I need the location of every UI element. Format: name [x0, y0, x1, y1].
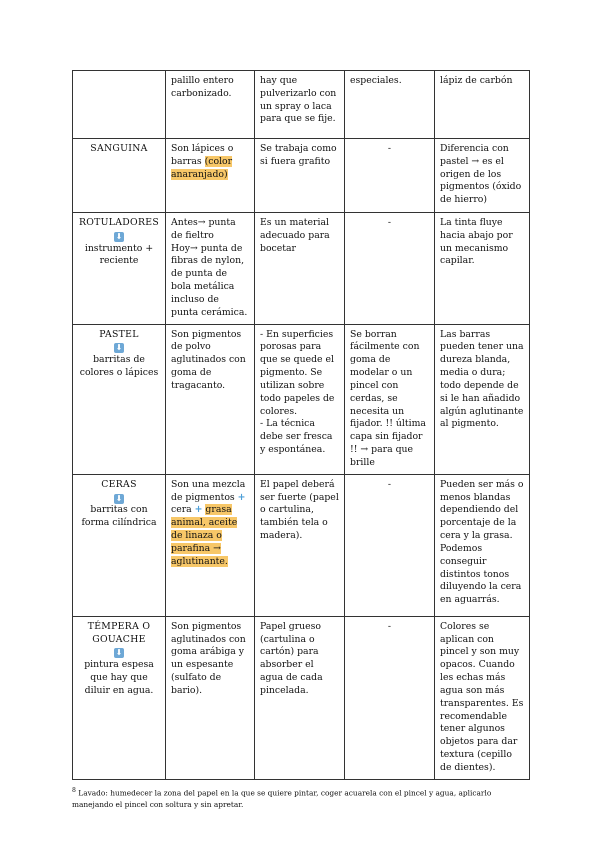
table-row [73, 474, 530, 616]
support-cell: Papel grueso (cartulina o cartón) para absorber el agua de cada pincelada. [255, 616, 345, 779]
highlighted-text: grasa animal, aceite de linaza o parafina → aglutinante. [171, 504, 238, 567]
table-row [73, 71, 530, 139]
technique-cell [73, 324, 166, 474]
footnote [72, 786, 532, 810]
support-cell: hay que pulverizarlo con un spray o laca para que se fije. [255, 71, 345, 139]
table-row [73, 139, 530, 213]
correction-cell: especiales. [345, 71, 435, 139]
correction-cell: - [345, 139, 435, 213]
correction-cell: - [345, 616, 435, 779]
description-cell: Son una mezcla de pigmentos + cera + grasa animal, aceite de linaza o parafina → aglutinante. [166, 474, 255, 616]
technique-name: ROTULADORES [78, 217, 160, 228]
technique-subtitle: instrumento + reciente [84, 242, 154, 267]
description-cell: Son pigmentos aglutinados con goma arábiga y un espesante (sulfato de bario). [166, 616, 255, 779]
techniques-table [72, 70, 530, 780]
technique-name: PASTEL [99, 328, 139, 340]
technique-name: TÉMPERA O GOUACHE [87, 620, 151, 645]
correction-cell: - [345, 213, 435, 325]
description-cell: Son pigmentos de polvo aglutinados con goma de tragacanto. [166, 324, 255, 474]
description-cell: Antes→ punta de fieltro Hoy→ punta de fibras de nylon, de punta de bola metálica incluso de punta cerámica. [166, 213, 255, 325]
technique-name: SANGUINA [90, 143, 148, 154]
technique-cell [73, 71, 166, 139]
notes-cell: Pueden ser más o menos blandas dependiendo del porcentaje de la cera y la grasa. Podemos conseguir distintos tonos diluyendo la cera en aguarrás. [435, 474, 530, 616]
support-cell: Es un material adecuado para bocetar [255, 213, 345, 325]
highlighted-text: (color anaranjado) [171, 155, 233, 180]
table-row [73, 213, 530, 325]
down-arrow-icon: ⬇ [115, 231, 123, 241]
technique-cell [73, 213, 166, 325]
notes-cell: Colores se aplican con pincel y son muy opacos. Cuando les echas más agua son más transparentes. Es recomendable tener algunos objetos para dar textura (cepillo de dientes). [435, 616, 530, 779]
technique-subtitle: barritas con forma cilíndrica [81, 504, 157, 529]
description-cell: Son lápices o barras (color anaranjado) [166, 139, 255, 213]
technique-subtitle: barritas de colores o lápices [79, 354, 159, 379]
technique-cell [73, 474, 166, 616]
notes-cell: lápiz de carbón [435, 71, 530, 139]
footnote-marker: 8 [72, 787, 76, 794]
notes-cell: Las barras pueden tener una dureza blanda, media o dura; todo depende de si le han añadido algún aglutinante al pigmento. [435, 324, 530, 474]
notes-cell: La tinta fluye hacia abajo por un mecanismo capilar. [435, 213, 530, 325]
down-arrow-icon: ⬇ [115, 343, 123, 353]
support-cell: Se trabaja como si fuera grafito [255, 139, 345, 213]
table-row [73, 616, 530, 779]
correction-cell: Se borran fácilmente con goma de modelar o un pincel con cerdas, se necesita un fijador. !! última capa sin fijador !! → para que brille [345, 324, 435, 474]
plus-icon: + [194, 504, 203, 516]
down-arrow-icon: ⬇ [115, 648, 123, 658]
notes-cell: Diferencia con pastel → es el origen de los pigmentos (óxido de hierro) [435, 139, 530, 213]
down-arrow-icon: ⬇ [115, 493, 123, 503]
support-cell: El papel deberá ser fuerte (papel o cartulina, también tela o madera). [255, 474, 345, 616]
support-cell: - En superficies porosas para que se quede el pigmento. Se utilizan sobre todo papeles de colores. - La técnica debe ser fresca y espontánea. [255, 324, 345, 474]
technique-name: CERAS [101, 478, 137, 490]
plus-icon: + [237, 491, 246, 503]
technique-cell [73, 139, 166, 213]
correction-cell: - [345, 474, 435, 616]
footnote-text: Lavado: humedecer la zona del papel en la que se quiere pintar, coger acuarela con el pincel y agua, aplicarlo manejando el pincel con soltura y sin apretar. [72, 788, 492, 809]
table-row [73, 324, 530, 474]
description-cell: palillo entero carbonizado. [166, 71, 255, 139]
technique-cell [73, 616, 166, 779]
technique-subtitle: pintura espesa que hay que diluir en agua. [84, 659, 154, 696]
